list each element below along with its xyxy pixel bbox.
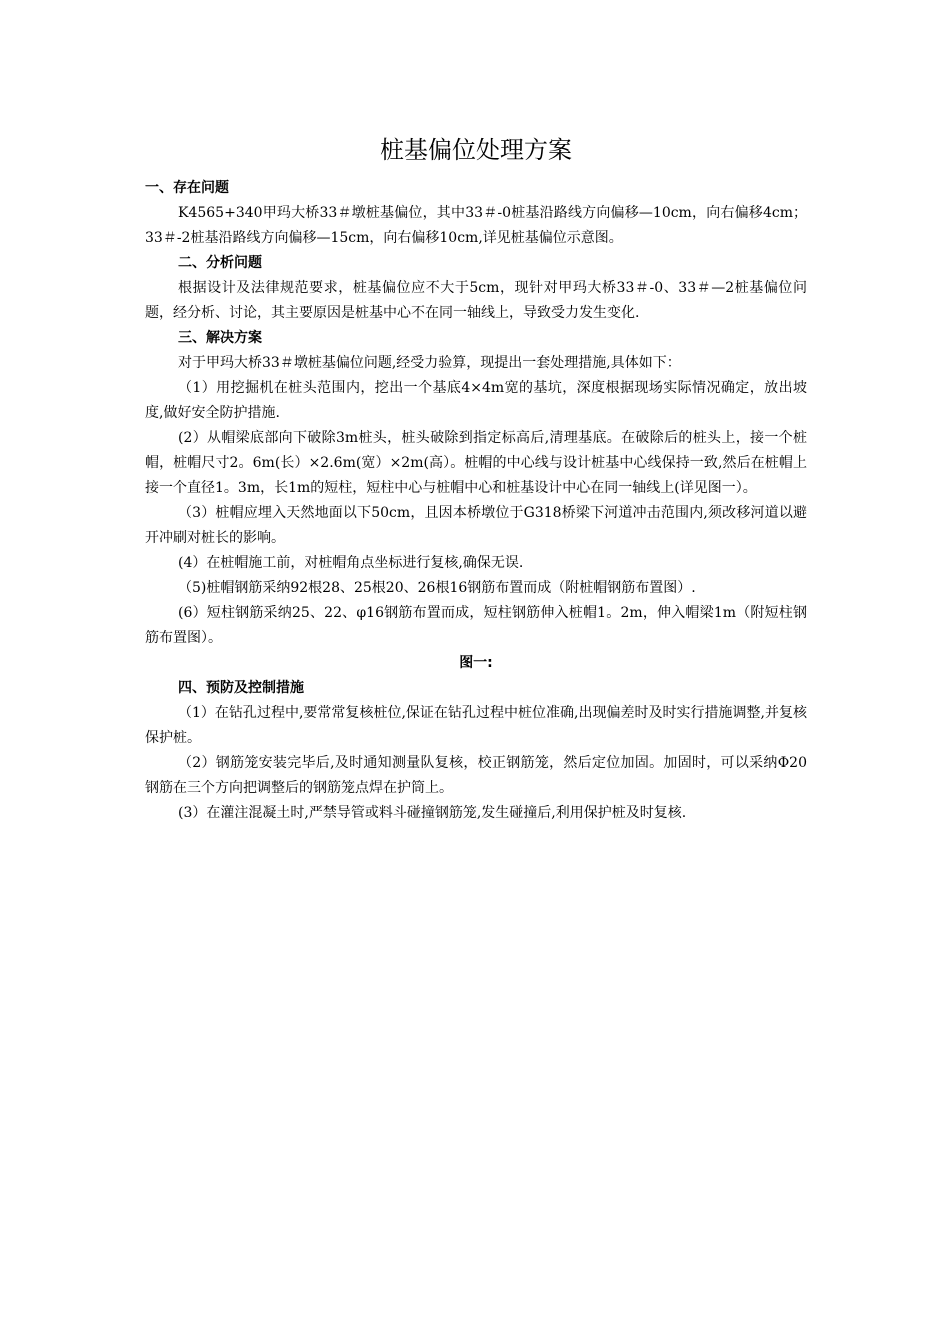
paragraph: 对于甲玛大桥33＃墩桩基偏位问题,经受力验算，现提出一套处理措施,具体如下： [178,355,681,371]
paragraph: K4565+340甲玛大桥33＃墩桩基偏位，其中33＃-0桩基沿路线方向偏移—10cm，向右偏移4cm；33＃-2桩基沿路线方向偏移—15cm，向右偏移10cm,详见桩基偏位示意图。 [145,205,807,246]
paragraph: (4）在桩帽施工前，对桩帽角点坐标进行复核,确保无误. [178,555,524,571]
paragraph: （1）在钻孔过程中,要常常复核桩位,保证在钻孔过程中桩位准确,出现偏差时及时实行措施调整,并复核保护桩。 [145,705,807,746]
paragraph: （1）用挖掘机在桩头范围内，挖出一个基底4×4m宽的基坑，深度根据现场实际情况确定，放出坡度,做好安全防护措施. [145,380,807,421]
paragraph: （3）桩帽应埋入天然地面以下50cm，且因本桥墩位于G318桥梁下河道冲击范围内,须改移河道以避开冲刷对桩长的影响。 [145,505,807,546]
paragraph: (6）短柱钢筋采纳25、22、φ16钢筋布置而成，短柱钢筋伸入桩帽1。2m，伸入帽梁1m（附短柱钢筋布置图）。 [145,605,807,646]
section-solution [145,326,807,676]
paragraph: （2）钢筋笼安装完毕后,及时通知测量队复核，校正钢筋笼，然后定位加固。加固时，可以采纳Φ20钢筋在三个方向把调整后的钢筋笼点焊在护筒上。 [145,755,807,796]
section-heading: 二、分析问题 [178,255,262,271]
section-problem-analysis [145,251,807,326]
paragraph: （5)桩帽钢筋采纳92根28、25根20、26根16钢筋布置而成（附桩帽钢筋布置图）. [178,580,696,596]
section-heading: 三、解决方案 [178,330,262,346]
figure-caption: 图一: [459,655,493,671]
section-existing-problems [145,176,807,251]
document-page [145,130,807,826]
section-heading: 一、存在问题 [145,180,229,196]
paragraph: (3）在灌注混凝土时,严禁导管或料斗碰撞钢筋笼,发生碰撞后,利用保护桩及时复核. [178,805,687,821]
paragraph: 根据设计及法律规范要求，桩基偏位应不大于5cm，现针对甲玛大桥33＃-0、33＃—2桩基偏位问题，经分析、讨论，其主要原因是桩基中心不在同一轴线上，导致受力发生变化. [145,280,807,321]
section-prevention-control [145,676,807,826]
document-title: 桩基偏位处理方案 [380,136,572,164]
paragraph: (2）从帽梁底部向下破除3m桩头，桩头破除到指定标高后,清理基底。在破除后的桩头上，接一个桩帽，桩帽尺寸2。6m(长）×2.6m(宽）×2m(高）。桩帽的中心线与设计桩基中心线保持一致,然后在桩帽上接一个直径1。3m，长1m的短柱，短柱中心与桩帽中心和桩基设计中心在同一轴线上(详见图一）。 [145,430,807,496]
section-heading: 四、预防及控制措施 [178,680,304,696]
